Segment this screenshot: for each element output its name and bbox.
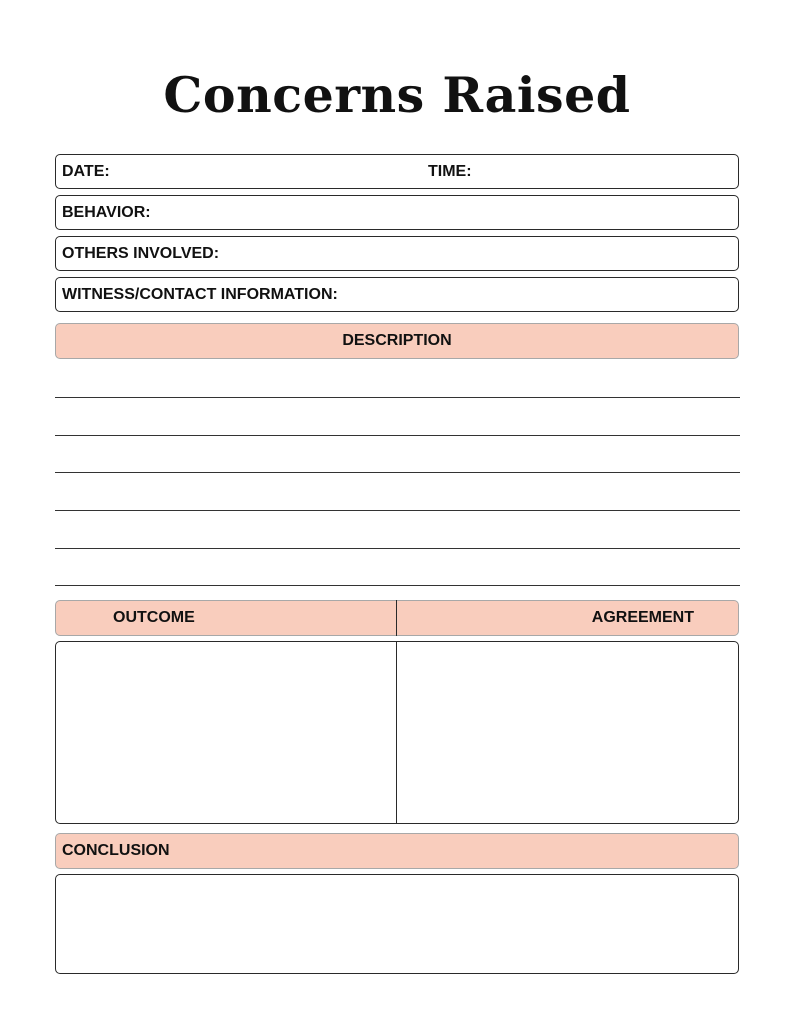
time-label: TIME: [428, 163, 472, 180]
description-label: DESCRIPTION [342, 332, 452, 349]
others-involved-label: OTHERS INVOLVED: [62, 245, 220, 262]
agreement-label: AGREEMENT [591, 609, 694, 626]
others-involved-field[interactable] [55, 236, 739, 271]
box-divider [396, 641, 397, 824]
agreement-area[interactable] [397, 641, 739, 824]
outcome-label: OUTCOME [113, 609, 195, 626]
conclusion-area[interactable] [55, 874, 739, 974]
description-line-4[interactable] [55, 510, 740, 511]
conclusion-label: CONCLUSION [62, 842, 170, 859]
description-header [55, 323, 739, 359]
behavior-field[interactable] [55, 195, 739, 230]
description-line-5[interactable] [55, 548, 740, 549]
description-line-2[interactable] [55, 435, 740, 436]
date-time-field[interactable] [55, 154, 739, 189]
behavior-label: BEHAVIOR: [62, 204, 151, 221]
witness-contact-label: WITNESS/CONTACT INFORMATION: [62, 286, 338, 303]
outcome-agreement-header [55, 600, 739, 636]
description-line-3[interactable] [55, 472, 740, 473]
conclusion-header [55, 833, 739, 869]
witness-contact-field[interactable] [55, 277, 739, 312]
page-title: Concerns Raised [163, 66, 631, 124]
header-divider [396, 600, 397, 636]
description-line-1[interactable] [55, 397, 740, 398]
description-line-6[interactable] [55, 585, 740, 586]
date-label: DATE: [62, 163, 110, 180]
outcome-area[interactable] [55, 641, 397, 824]
